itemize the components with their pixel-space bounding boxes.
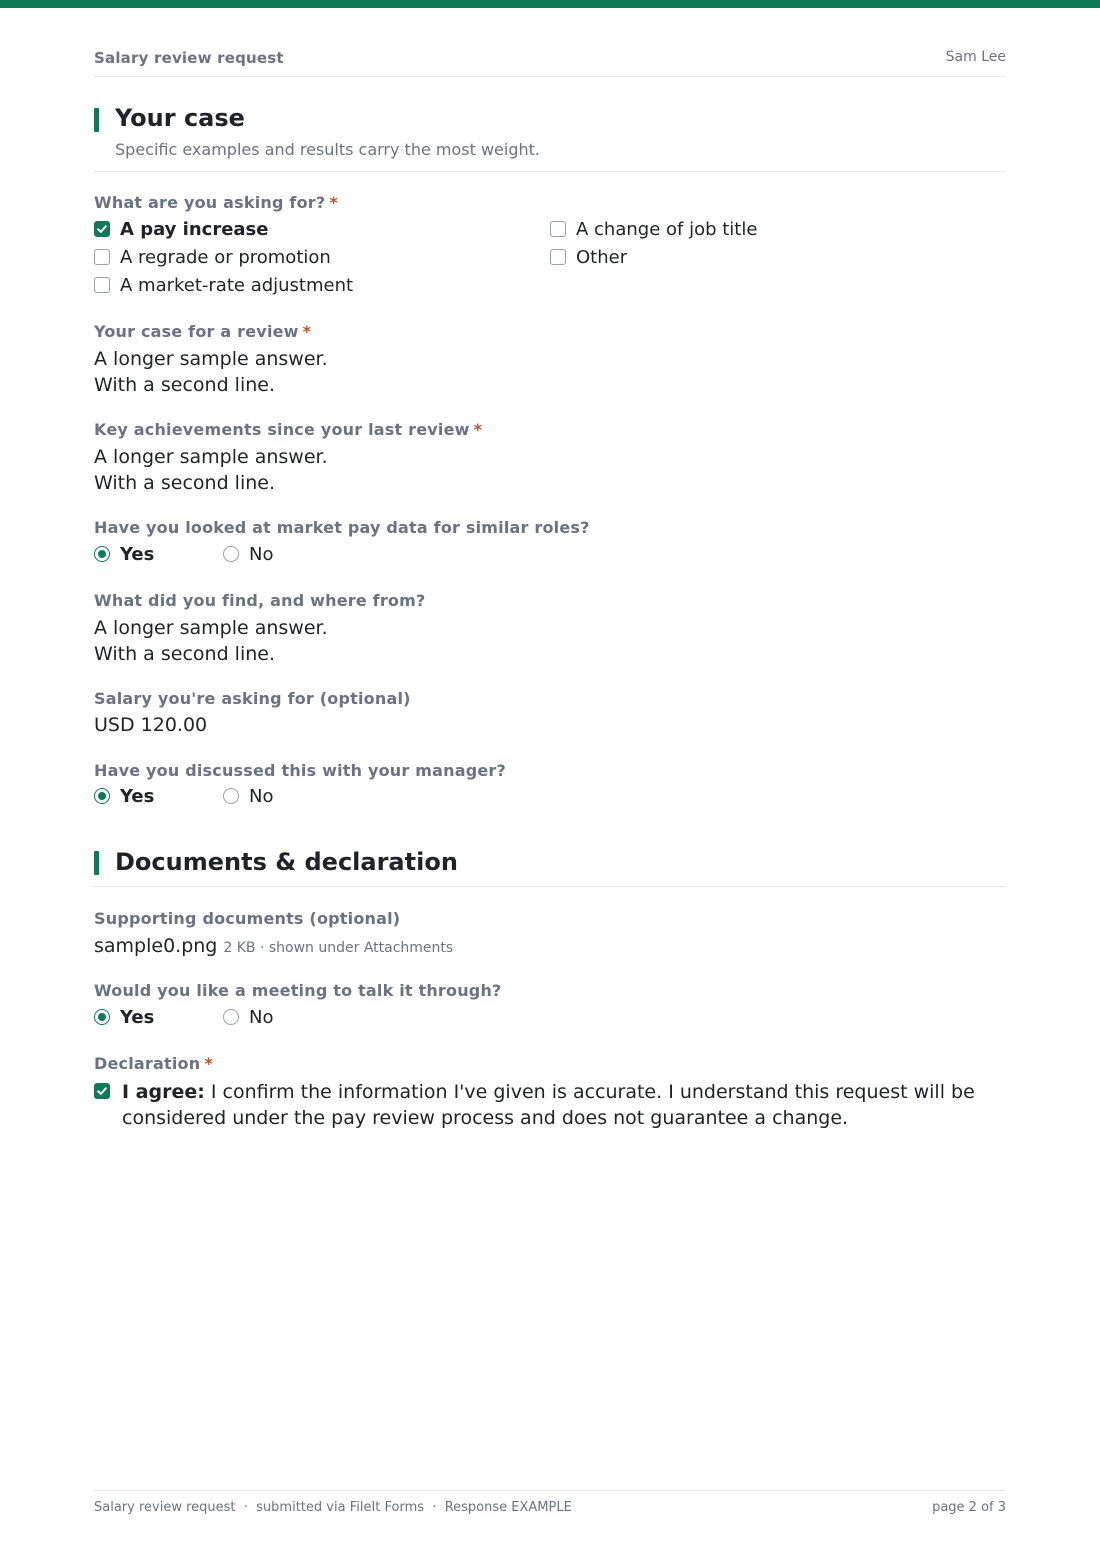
attachment-entry — [94, 933, 453, 961]
form-page — [94, 0, 1006, 1556]
section-marker — [94, 108, 99, 132]
question-label-declaration: Declaration * — [94, 1054, 213, 1073]
answer-achievements — [94, 444, 328, 496]
question-label-meeting: Would you like a meeting to talk it through? — [94, 981, 502, 1000]
option-label: Other — [576, 246, 628, 268]
checkbox-icon[interactable] — [550, 249, 566, 265]
radio-option-meeting-yes[interactable] — [94, 1005, 154, 1029]
section-title: Documents & declaration — [115, 848, 458, 876]
declaration-statement: I confirm the information I've given is accurate. I understand this request will be considered under the pay review process and does not guarantee a change. — [122, 1081, 975, 1129]
checkbox-option-job-title[interactable] — [550, 217, 757, 241]
answer-salary: USD 120.00 — [94, 714, 208, 736]
checkbox-checked-icon[interactable] — [94, 1083, 110, 1099]
answer-line: A longer sample answer. — [94, 617, 328, 639]
option-label: A market-rate adjustment — [120, 274, 354, 296]
required-marker: * — [204, 1054, 213, 1073]
page-number: page 2 of 3 — [932, 1500, 1006, 1515]
section-your-case — [94, 104, 1006, 172]
radio-option-market-data-yes[interactable] — [94, 542, 154, 566]
option-label: Yes — [120, 1006, 155, 1028]
required-marker: * — [302, 322, 312, 341]
answer-line: With a second line. — [94, 643, 275, 665]
attachment-file-name[interactable]: sample0.png — [94, 935, 218, 957]
document-header — [94, 49, 1006, 77]
required-marker: * — [329, 193, 338, 212]
checkbox-icon[interactable] — [94, 277, 110, 293]
checkbox-icon[interactable] — [550, 221, 566, 237]
checkbox-option-pay-increase[interactable] — [94, 217, 268, 241]
attachment-file-meta: 2 KB · shown under Attachments — [223, 940, 454, 956]
checkbox-checked-icon[interactable] — [94, 221, 110, 237]
radio-option-manager-yes[interactable] — [94, 784, 154, 808]
option-label: No — [249, 785, 274, 807]
question-label-manager: Have you discussed this with your manager? — [94, 761, 506, 780]
checkbox-option-market-rate[interactable] — [94, 273, 353, 297]
question-label-case: Your case for a review * — [94, 322, 312, 341]
agree-label: I agree: — [122, 1081, 205, 1103]
radio-selected-icon[interactable] — [94, 788, 110, 804]
option-label: A pay increase — [120, 218, 269, 240]
declaration-text — [122, 1079, 1006, 1131]
checkbox-icon[interactable] — [94, 249, 110, 265]
answer-line: With a second line. — [94, 472, 275, 494]
page-footer — [94, 1490, 1006, 1520]
section-title: Your case — [115, 104, 245, 132]
radio-option-meeting-no[interactable] — [223, 1005, 273, 1029]
radio-selected-icon[interactable] — [94, 1009, 110, 1025]
answer-findings — [94, 615, 328, 667]
option-label: A change of job title — [576, 218, 758, 240]
radio-option-market-data-no[interactable] — [223, 542, 273, 566]
question-label-asking-for: What are you asking for? * — [94, 193, 338, 212]
answer-case — [94, 346, 328, 398]
answer-line: A longer sample answer. — [94, 446, 328, 468]
question-label-achievements: Key achievements since your last review * — [94, 420, 483, 439]
option-label: No — [249, 543, 274, 565]
checkbox-option-other[interactable] — [550, 245, 627, 269]
radio-icon[interactable] — [223, 788, 239, 804]
option-label: Yes — [120, 543, 155, 565]
option-label: Yes — [120, 785, 155, 807]
question-label-documents: Supporting documents (optional) — [94, 909, 401, 928]
question-label-findings: What did you find, and where from? — [94, 591, 426, 610]
radio-option-manager-no[interactable] — [223, 784, 273, 808]
required-marker: * — [473, 420, 483, 439]
respondent-name: Sam Lee — [945, 49, 1006, 65]
question-label-market-data: Have you looked at market pay data for similar roles? — [94, 518, 590, 537]
radio-icon[interactable] — [223, 1009, 239, 1025]
option-label: No — [249, 1006, 274, 1028]
section-subtitle: Specific examples and results carry the most weight. — [115, 140, 540, 159]
section-documents-declaration — [94, 848, 1006, 887]
answer-line: With a second line. — [94, 374, 275, 396]
answer-line: A longer sample answer. — [94, 348, 328, 370]
radio-selected-icon[interactable] — [94, 546, 110, 562]
section-marker — [94, 851, 99, 875]
checkbox-option-regrade[interactable] — [94, 245, 331, 269]
form-title: Salary review request — [94, 49, 284, 67]
footer-info: Salary review request · submitted via FileIt Forms · Response EXAMPLE — [94, 1500, 572, 1515]
question-label-salary: Salary you're asking for (optional) — [94, 689, 411, 708]
option-label: A regrade or promotion — [120, 246, 331, 268]
radio-icon[interactable] — [223, 546, 239, 562]
